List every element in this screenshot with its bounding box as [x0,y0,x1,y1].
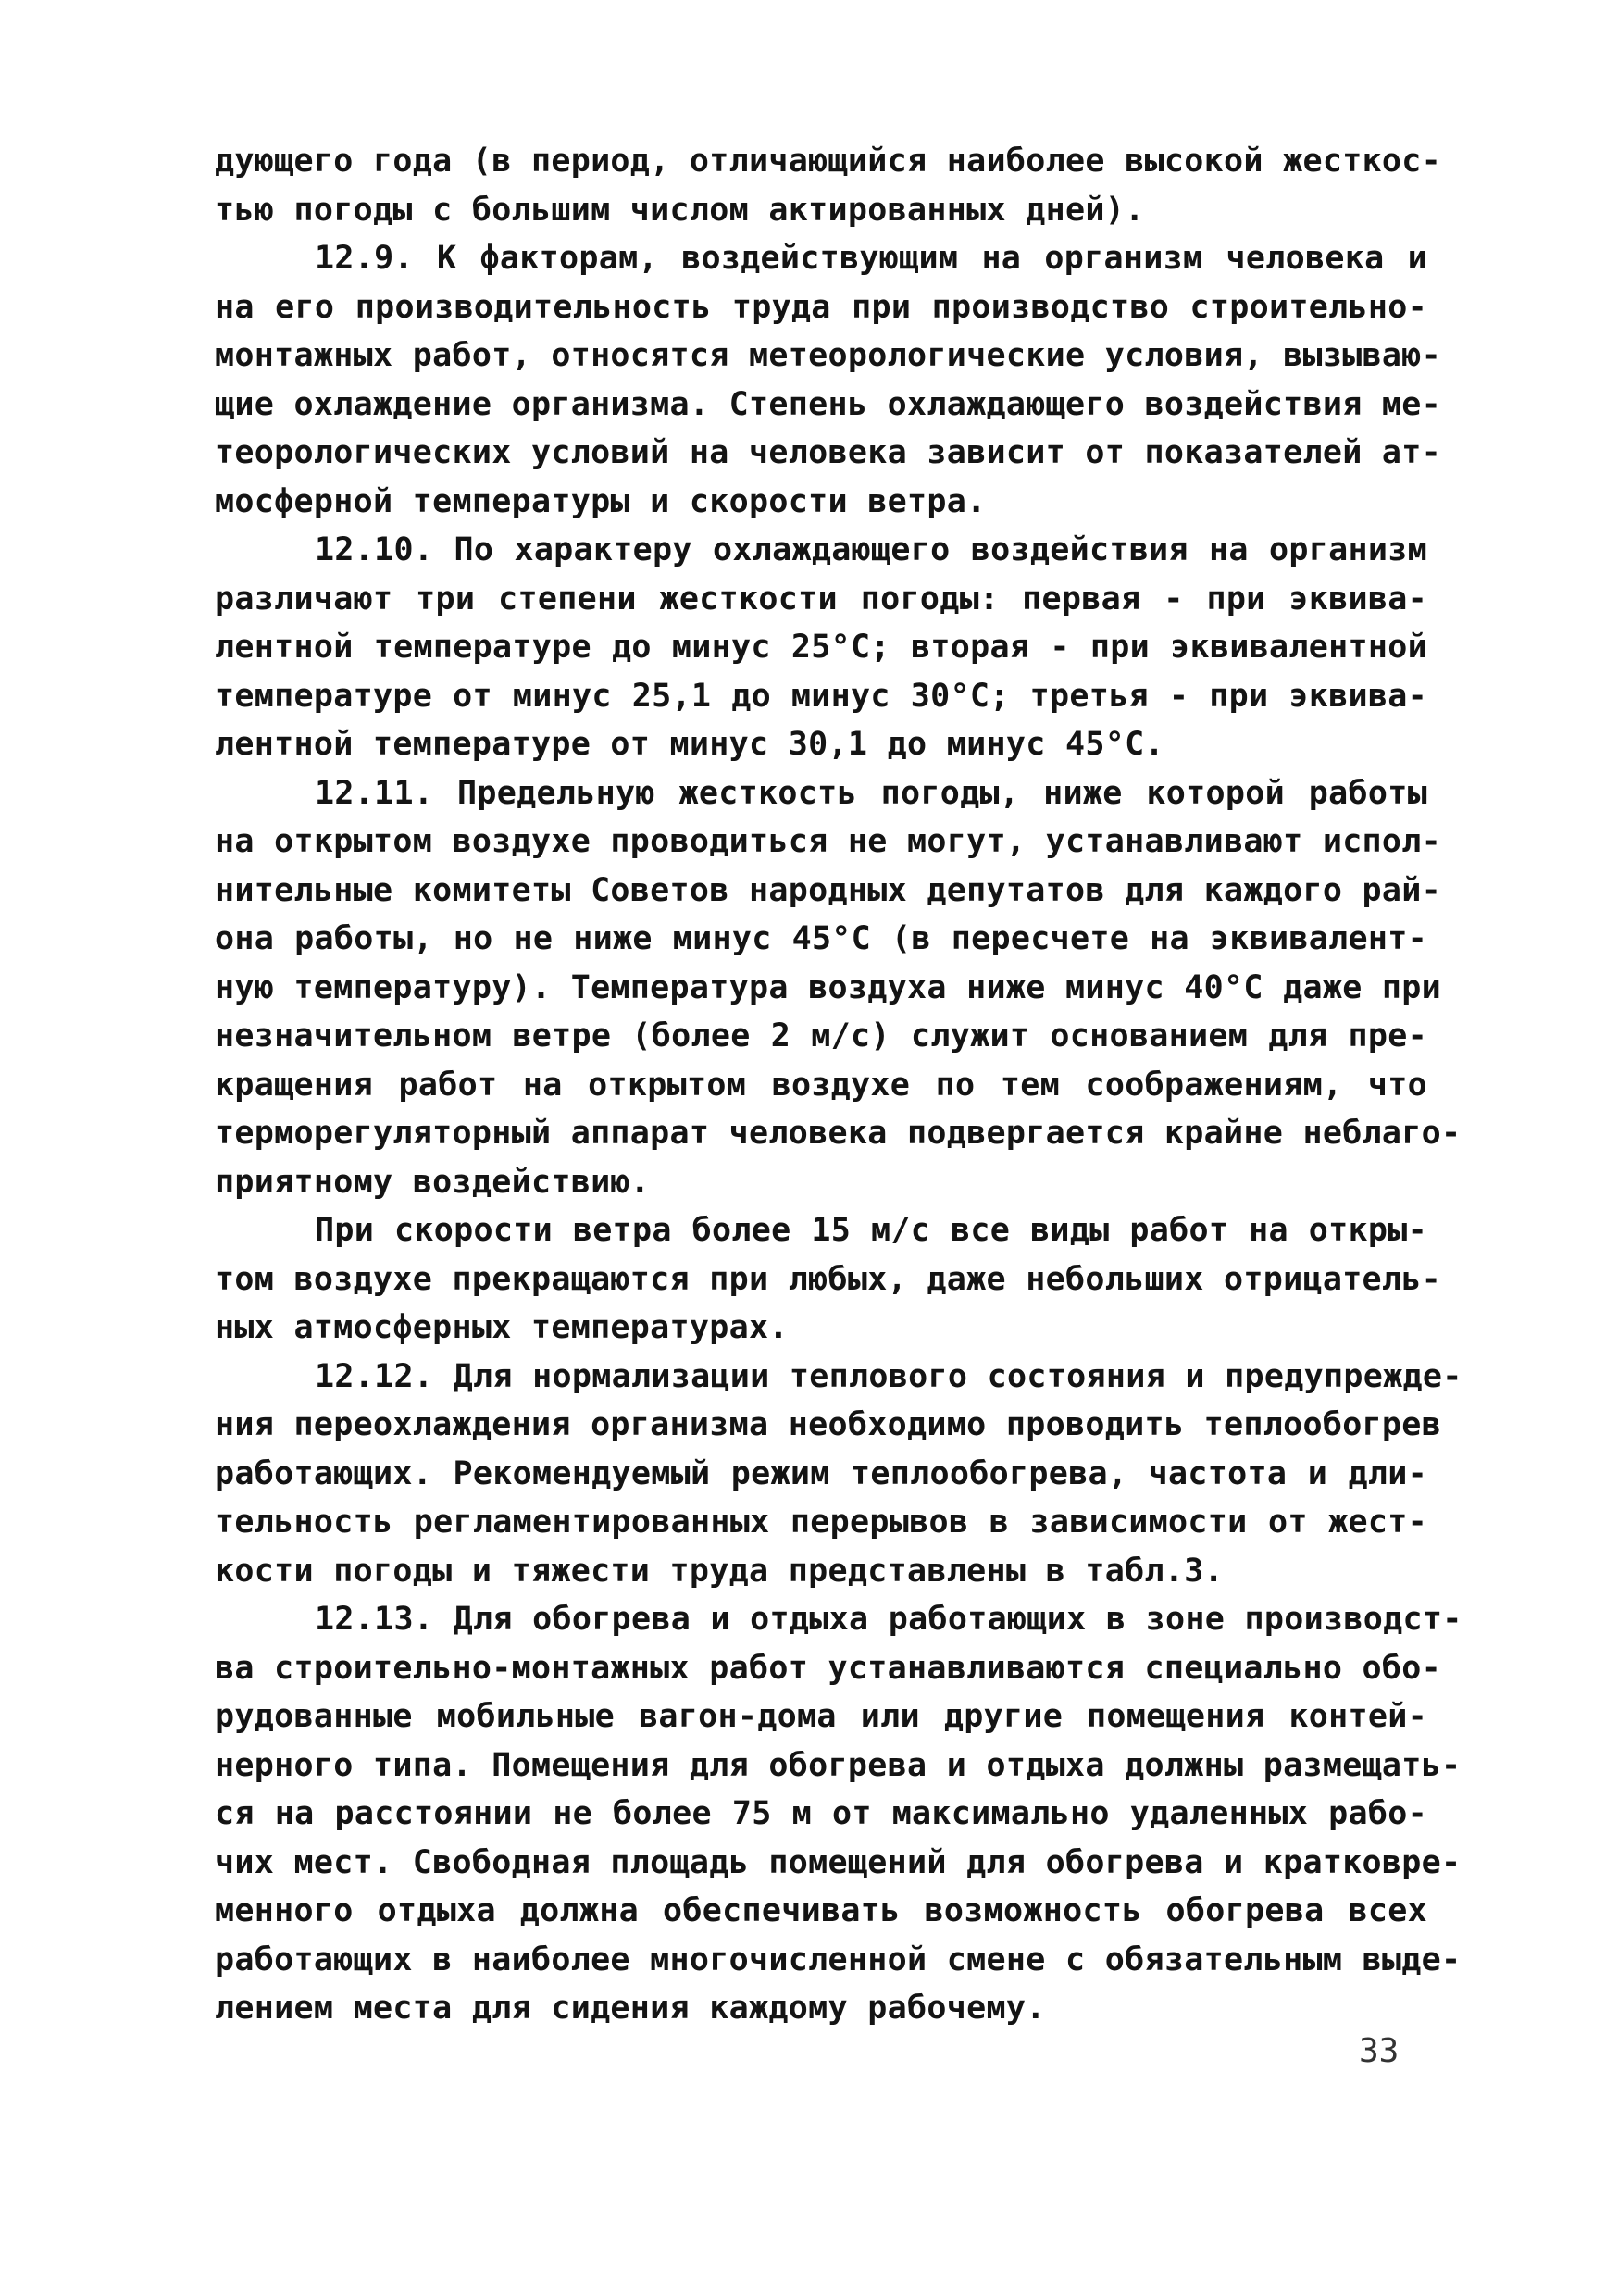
text-line: ную температуру). Температура воздуха ниже минус 40°С даже при [215,968,1442,1006]
text-line: 12.9. К факторам, воздействующим на организм человека и [315,240,1427,277]
text-line: лентной температуре от минус 30,1 до минус 45°С. [215,726,1164,763]
text-line: кости погоды и тяжести труда представлены в табл.3. [215,1552,1224,1590]
page-number: 33 [1359,2032,1400,2070]
text-line: температуре от минус 25,1 до минус 30°С; третья - при эквива- [215,677,1427,715]
text-line: мосферной температуры и скорости ветра. [215,482,987,520]
text-line: она работы, но не ниже минус 45°С (в пересчете на эквивалент- [215,920,1427,957]
text-line: различают три степени жесткости погоды: первая - при эквива- [215,580,1427,618]
text-line: на открытом воздухе проводиться не могут, устанавливают испол- [215,823,1442,860]
text-line: ных атмосферных температурах. [215,1309,789,1346]
text-line: монтажных работ, относятся метеорологические условия, вызываю- [215,337,1442,374]
text-line: 12.12. Для нормализации теплового состояния и предупрежде- [315,1357,1462,1395]
text-line: чих мест. Свободная площадь помещений для обогрева и кратковре- [215,1843,1462,1881]
text-line: 12.10. По характеру охлаждающего воздействия на организм [315,531,1427,568]
text-line: лением места для сидения каждому рабочему. [215,1990,1046,2027]
text-line: менного отдыха должна обеспечивать возможность обогрева всех [215,1892,1427,1929]
text-line: незначительном ветре (более 2 м/с) служит основанием для пре- [215,1017,1427,1054]
document-page [215,137,1462,2033]
text-line: приятному воздействию. [215,1163,651,1201]
text-line: на его производительность труда при производство строительно- [215,288,1427,326]
text-line: тью погоды с большим числом актированных дней). [215,191,1145,229]
text-line: ся на расстоянии не более 75 м от максимально удаленных рабо- [215,1795,1427,1832]
text-line: работающих в наиболее многочисленной смене с обязательным выде- [215,1940,1462,1978]
text-line: рудованные мобильные вагон-дома или другие помещения контей- [215,1698,1427,1735]
text-line: лентной температуре до минус 25°С; вторая - при эквивалентной [215,629,1427,666]
text-line: терморегуляторный аппарат человека подвергается крайне неблаго- [215,1115,1462,1152]
text-line: При скорости ветра более 15 м/с все виды работ на откры- [315,1212,1427,1249]
text-line: кращения работ на открытом воздухе по тем соображениям, что [215,1066,1427,1104]
text-line: дующего года (в период, отличающийся наиболее высокой жесткос- [215,143,1442,180]
text-line: щие охлаждение организма. Степень охлаждающего воздействия ме- [215,385,1442,423]
text-line: теорологических условий на человека зависит от показателей ат- [215,434,1442,471]
text-line: 12.11. Предельную жесткость погоды, ниже которой работы [315,774,1427,812]
text-line: ния переохлаждения организма необходимо проводить теплообогрев [215,1406,1442,1443]
text-line: тельность регламентированных перерывов в зависимости от жест- [215,1504,1427,1541]
text-line: нерного типа. Помещения для обогрева и отдыха должны размещать- [215,1746,1462,1784]
text-line: нительные комитеты Советов народных депутатов для каждого рай- [215,871,1442,909]
text-line: работающих. Рекомендуемый режим теплообогрева, частота и дли- [215,1454,1427,1492]
text-line: том воздухе прекращаются при любых, даже небольших отрицатель- [215,1260,1442,1298]
text-line: ва строительно-монтажных работ устанавливаются специально обо- [215,1649,1442,1687]
text-line: 12.13. Для обогрева и отдыха работающих в зоне производст- [315,1601,1462,1638]
